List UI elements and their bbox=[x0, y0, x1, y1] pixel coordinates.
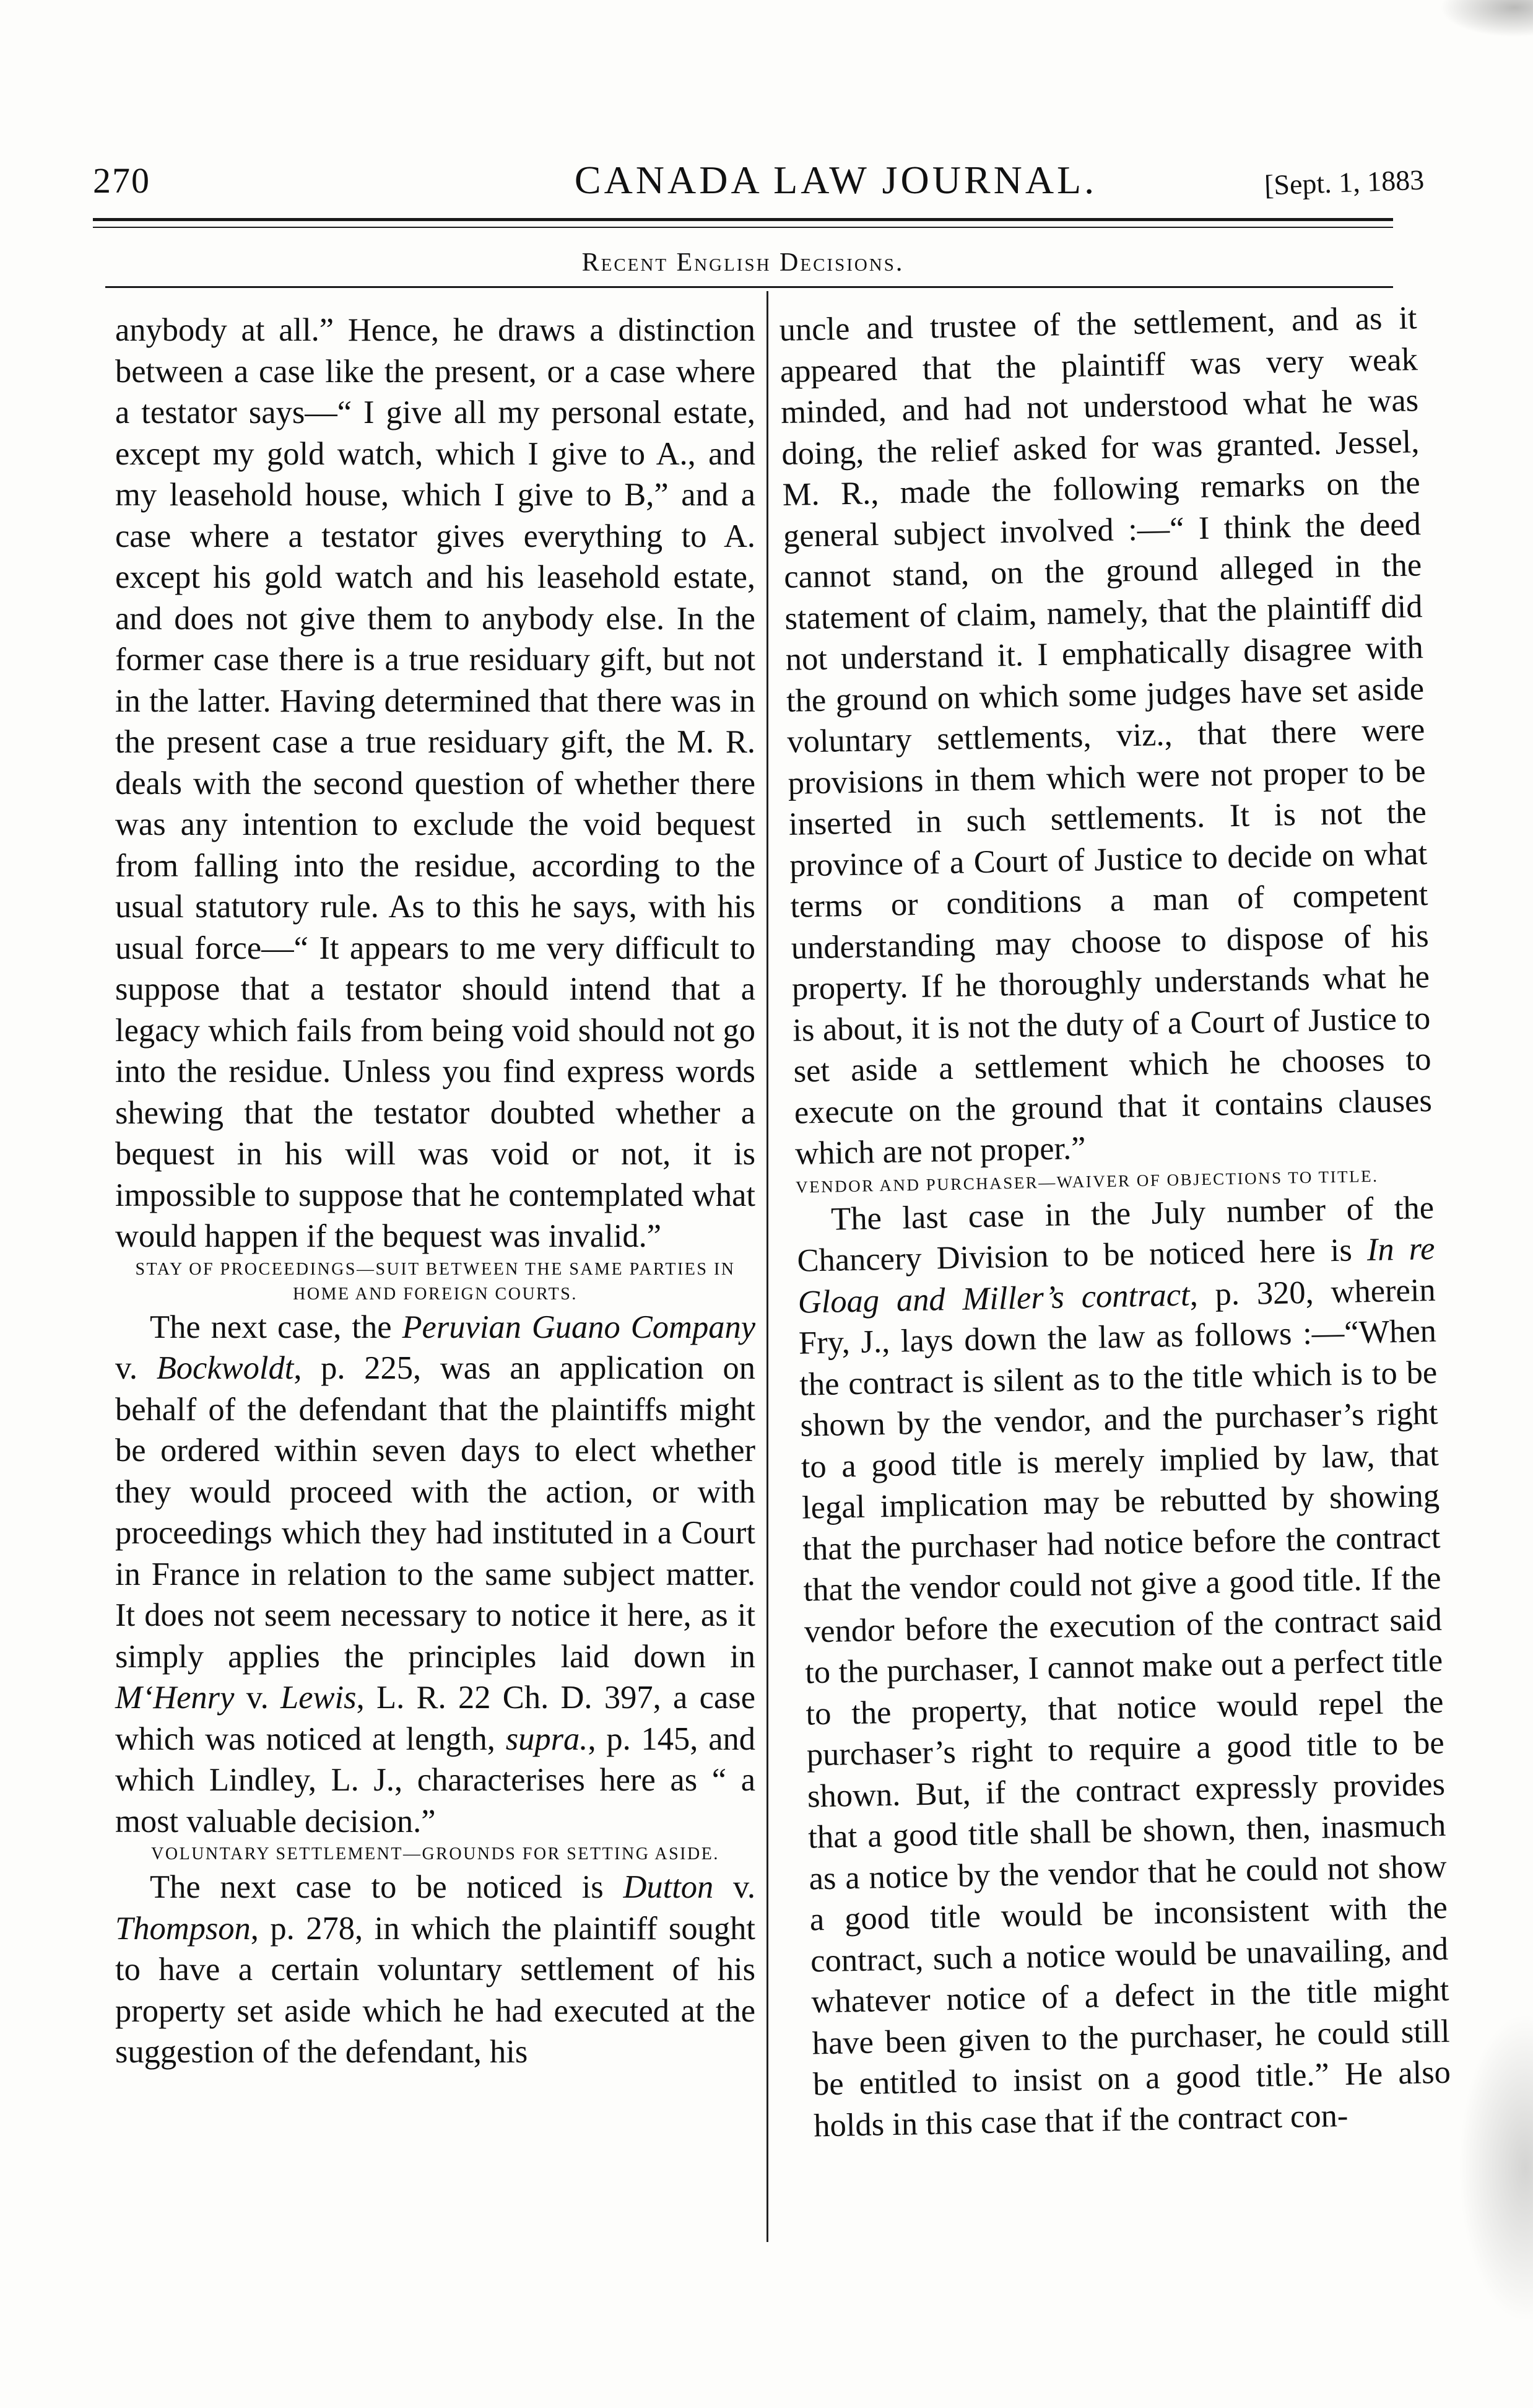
case-name: Thompson bbox=[115, 1910, 251, 1947]
section-heading-stay-of-proceedings: STAY OF PROCEEDINGS—SUIT BETWEEN THE SAME PARTIES IN HOME AND FOREIGN COURTS. bbox=[135, 1259, 736, 1304]
supra-reference: supra. bbox=[505, 1721, 588, 1757]
right-column bbox=[779, 297, 1452, 2146]
header-rule-thin bbox=[93, 227, 1393, 228]
right-paragraph-1: uncle and trustee of the settlement, and as it appeared that the plaintiff was very weak minded, and had not understood what he was doing, the relief asked for was granted. Jessel, M. R., made the following remarks on the general subject involved :—“ I think the deed cannot stand, on the ground alleged in the statement of claim, namely, that the plaintiff did not understand it. I emphatically disagree with the ground on which some judges have set aside voluntary settlements, viz., that there were provisions in them which were not proper to be inserted in such settlements. It is not the province of a Court of Justice to decide on what terms or conditions a man of competent understanding may choose to dispose of his property. If he thoroughly understands what he is about, it is not the duty of a Court of Justice to set aside a settlement which he chooses to execute on the ground that it contains clauses which are not proper.” bbox=[779, 300, 1433, 1172]
page-header bbox=[93, 160, 1424, 209]
left-column bbox=[115, 310, 755, 2073]
section-heading-voluntary-settlement: VOLUNTARY SETTLEMENT—GROUNDS FOR SETTING ASIDE. bbox=[151, 1844, 719, 1864]
section-heading-vendor-and-purchaser: VENDOR AND PURCHASER—WAIVER OF OBJECTIONS TO TITLE. bbox=[795, 1166, 1379, 1197]
journal-title: CANADA LAW JOURNAL. bbox=[574, 158, 1098, 202]
header-rule-thick bbox=[93, 218, 1393, 221]
left-paragraph-1: anybody at all.” Hence, he draws a distinction between a case like the present, or a case where a testator says—“ I give all my personal estate, except my gold watch, which I give to A., and my leasehold house, which I give to B,” and a case where a testator gives everything to A. except his gold watch and his leasehold estate, and does not give them to anybody else. In the former case there is a true residuary gift, but not in the latter. Having determined that there was in the present case a true residuary gift, the M. R. deals with the second question of whether there was any intention to exclude the void bequest from falling into the residue, according to the usual statutory rule. As to this he says, with his usual force—“ It appears to me very difficult to suppose that a testator should intend that a legacy which fails from being void should not go into the residue. Unless you find express words shewing that the testator doubted whether a bequest in his will was void or not, it is impossible to suppose that he contemplated what would happen if the bequest was invalid.” bbox=[115, 312, 755, 1254]
left-paragraph-3: The next case to be noticed is Dutton v. Thompson, p. 278, in which the plaintiff sought to have a certain voluntary settlement of his property set aside which he had executed at the suggestion of the defendant, his bbox=[115, 1869, 756, 2070]
column-divider bbox=[767, 291, 768, 2242]
case-name: Lewis bbox=[280, 1680, 357, 1716]
running-head-rule bbox=[105, 286, 1393, 288]
right-paragraph-2: The last case in the July number of the Chancery Division to be noticed here is In re Gloag and Miller’s contract, p. 320, wherein Fry, J., lays down the law as follows :—“When the contract is silent as to the title which is to be shown by the vendor, and the purchaser’s right to a good title is merely implied by law, that legal implication may be rebutted by showing that the purchaser had notice before the contract that the vendor could not give a good title. If the vendor before the execution of the contract said to the purchaser, I cannot make out a perfect title to the property, that notice would repel the purchaser’s right to require a good title to be shown. But, if the contract expressly provides that a good title shall be shown, then, inasmuch as a notice by the vendor that he could not show a good title would be inconsistent with the contract, such a notice would be unavailing, and whatever notice of a defect in the title might have been given to the purchaser, he could still be entitled to insist on a good title.” He also holds in this case that if the contract con- bbox=[796, 1189, 1451, 2144]
case-name: Peruvian Guano Company bbox=[402, 1309, 756, 1345]
issue-date: [Sept. 1, 1883 bbox=[1264, 164, 1425, 201]
case-name: M‘Henry bbox=[115, 1680, 235, 1716]
page-number: 270 bbox=[93, 160, 150, 201]
running-head: Recent English Decisions. bbox=[581, 248, 905, 277]
scan-edge-speckle bbox=[1459, 2013, 1533, 2323]
scan-smudge bbox=[1440, 0, 1533, 37]
left-paragraph-2: The next case, the Peruvian Guano Company v. Bockwoldt, p. 225, was an application on behalf of the defendant that the plaintiffs might be ordered within seven days to elect whether they would proceed with the action, or with proceedings which they had instituted in a Court in France in relation to the same subject matter. It does not seem necessary to notice it here, as it simply applies the principles laid down in M‘Henry v. Lewis, L. R. 22 Ch. D. 397, a case which was noticed at length, supra., p. 145, and which Lindley, L. J., characterises here as “ a most valuable decision.” bbox=[115, 1309, 756, 1839]
case-name: Dutton bbox=[623, 1869, 714, 1905]
case-name: In re Gloag and Miller’s contract bbox=[797, 1230, 1435, 1320]
case-name: Bockwoldt bbox=[156, 1350, 294, 1386]
